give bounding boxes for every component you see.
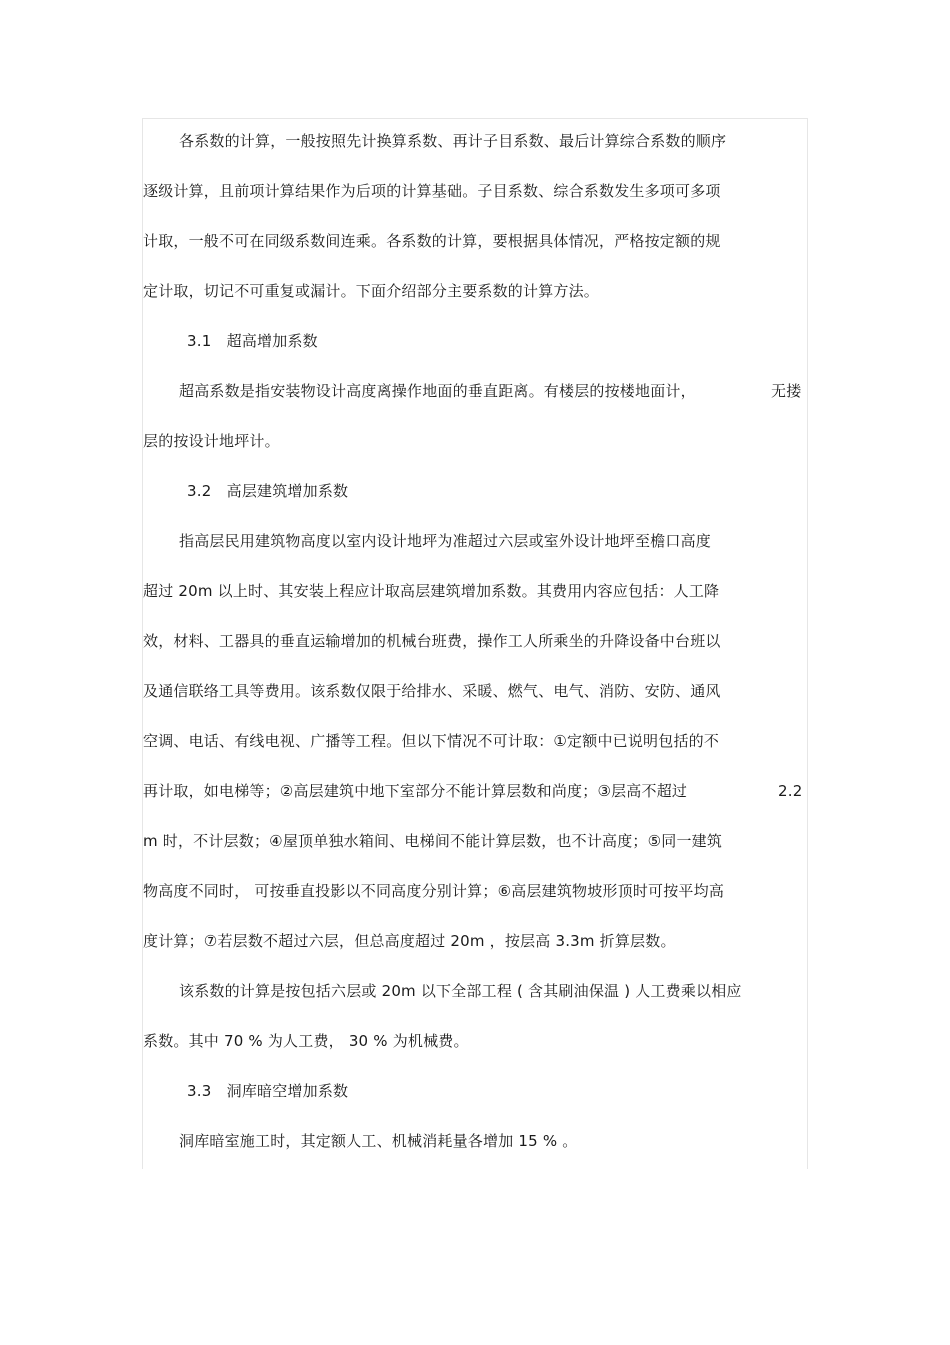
paragraph-line: 效，材料、工器具的垂直运输增加的机械台班费，操作工人所乘坐的升降设备中台班以 — [143, 632, 721, 650]
paragraph-line: 计取，一般不可在同级系数间连乘。各系数的计算，要根据具体情况，严格按定额的规 — [143, 232, 721, 250]
paragraph-line: 逐级计算，且前项计算结果作为后项的计算基础。子目系数、综合系数发生多项可多项 — [143, 182, 721, 200]
paragraph-line: 该系数的计算是按包括六层或 20m 以下全部工程 ( 含其刷油保温 ) 人工费乘以相应 — [179, 982, 742, 1000]
paragraph-line: 物高度不同时， 可按垂直投影以不同高度分别计算；⑥高层建筑物坡形顶时可按平均高 — [143, 882, 725, 900]
paragraph-line: 再计取，如电梯等；②高层建筑中地下室部分不能计算层数和尚度；③层高不超过 — [143, 782, 688, 800]
paragraph-line: 超高系数是指安装物设计高度离操作地面的垂直距离。有楼层的按楼地面计， — [179, 382, 696, 400]
paragraph-line: 及通信联络工具等费用。该系数仅限于给排水、采暖、燃气、电气、消防、安防、通风 — [143, 682, 721, 700]
paragraph-line: 度计算；⑦若层数不超过六层，但总高度超过 20m ，按层高 3.3m 折算层数。 — [143, 932, 676, 950]
paragraph-line: m 时，不计层数；④屋顶单独水箱间、电梯间不能计算层数，也不计高度；⑤同一建筑 — [143, 832, 723, 850]
section-heading: 3.1 超高增加系数 — [187, 332, 318, 350]
paragraph-line: 2.2 — [778, 782, 803, 800]
paragraph-line: 层的按设计地坪计。 — [143, 432, 280, 450]
paragraph-line: 各系数的计算，一般按照先计换算系数、再计子目系数、最后计算综合系数的顺序 — [179, 132, 727, 150]
paragraph-line: 定计取，切记不可重复或漏计。下面介绍部分主要系数的计算方法。 — [143, 282, 600, 300]
paragraph-line: 系数。其中 70 % 为人工费， 30 % 为机械费。 — [143, 1032, 469, 1050]
paragraph-line: 无搂 — [771, 382, 802, 400]
paragraph-line: 超过 20m 以上时、其安装上程应计取高层建筑增加系数。其费用内容应包括：人工降 — [143, 582, 720, 600]
section-heading: 3.2 高层建筑增加系数 — [187, 482, 349, 500]
paragraph-line: 指高层民用建筑物高度以室内设计地坪为准超过六层或室外设计地坪至檐口高度 — [179, 532, 712, 550]
paragraph-line: 洞库暗室施工时，其定额人工、机械消耗量各增加 15 % 。 — [179, 1132, 578, 1150]
section-heading: 3.3 洞库暗空增加系数 — [187, 1082, 349, 1100]
paragraph-line: 空调、电话、有线电视、广播等工程。但以下情况不可计取：①定额中已说明包括的不 — [143, 732, 720, 750]
